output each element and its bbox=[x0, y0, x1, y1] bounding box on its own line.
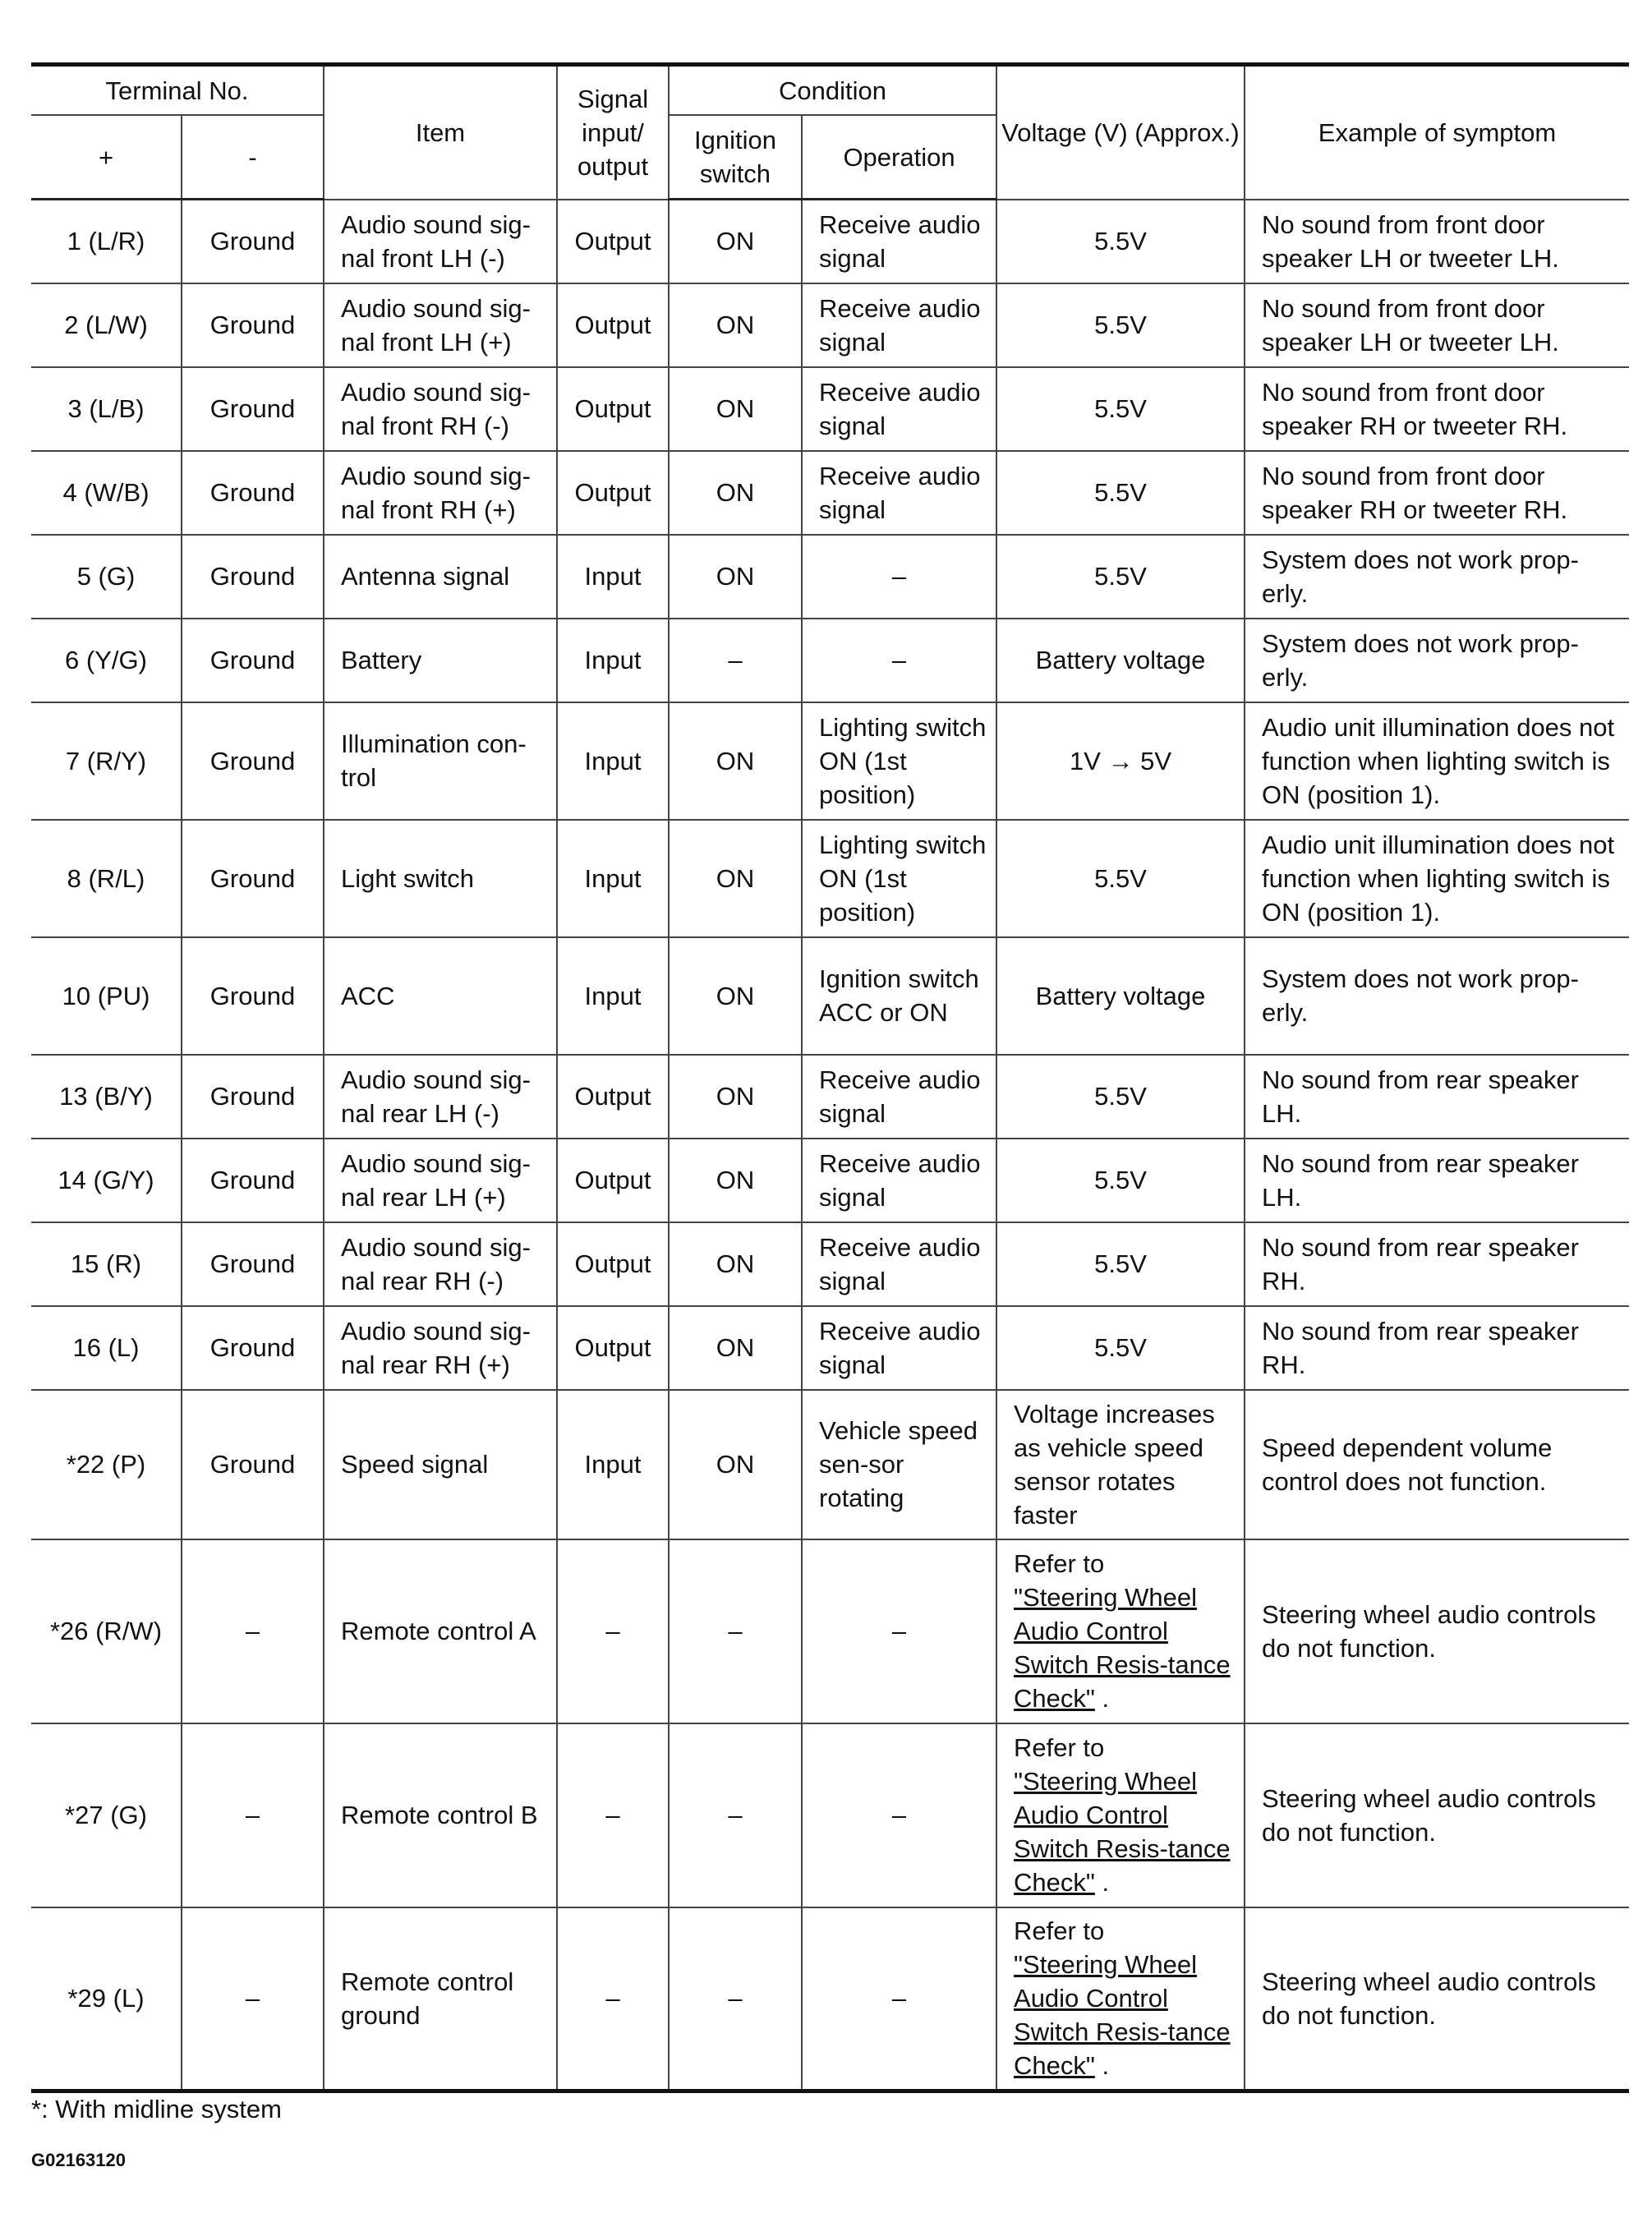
cell-plus: 4 (W/B) bbox=[31, 451, 182, 535]
cell-signal: Input bbox=[557, 535, 669, 619]
cell-minus: Ground bbox=[182, 367, 324, 451]
cell-plus: 5 (G) bbox=[31, 535, 182, 619]
voltage-refer-suffix: . bbox=[1102, 1868, 1110, 1897]
cell-signal: Input bbox=[557, 1390, 669, 1539]
cell-voltage: Battery voltage bbox=[996, 619, 1245, 702]
voltage-refer-prefix: Refer to bbox=[1014, 1733, 1105, 1762]
cell-operation: Receive audio signal bbox=[802, 200, 996, 283]
cell-ignition: ON bbox=[669, 367, 802, 451]
cell-operation: – bbox=[802, 619, 996, 702]
table-row bbox=[31, 367, 1629, 451]
cell-item: Audio sound sig-nal front LH (+) bbox=[324, 283, 557, 367]
cell-item: Audio sound sig-nal rear RH (-) bbox=[324, 1222, 557, 1306]
cell-operation: – bbox=[802, 1723, 996, 1907]
cell-minus: Ground bbox=[182, 1055, 324, 1139]
cell-symptom: Steering wheel audio controls do not function. bbox=[1245, 1907, 1629, 2091]
table-row bbox=[31, 1139, 1629, 1222]
header-voltage: Voltage (V) (Approx.) bbox=[996, 65, 1245, 200]
header-condition: Condition bbox=[669, 65, 996, 116]
resistance-check-link[interactable]: "Steering Wheel Audio Control Switch Resis-tance Check" bbox=[1014, 1767, 1231, 1897]
cell-signal: Input bbox=[557, 702, 669, 820]
table-row bbox=[31, 1907, 1629, 2091]
cell-operation: Receive audio signal bbox=[802, 1139, 996, 1222]
cell-symptom: No sound from front door speaker LH or tweeter LH. bbox=[1245, 200, 1629, 283]
cell-symptom: No sound from front door speaker RH or tweeter RH. bbox=[1245, 451, 1629, 535]
cell-operation: Receive audio signal bbox=[802, 367, 996, 451]
cell-symptom: No sound from rear speaker LH. bbox=[1245, 1139, 1629, 1222]
cell-ignition: ON bbox=[669, 535, 802, 619]
cell-voltage bbox=[996, 1907, 1245, 2091]
cell-item: Remote control B bbox=[324, 1723, 557, 1907]
cell-item: Audio sound sig-nal front RH (-) bbox=[324, 367, 557, 451]
cell-voltage bbox=[996, 1723, 1245, 1907]
cell-minus: – bbox=[182, 1723, 324, 1907]
cell-signal: Output bbox=[557, 367, 669, 451]
cell-minus: Ground bbox=[182, 702, 324, 820]
table-row bbox=[31, 535, 1629, 619]
terminal-table bbox=[31, 62, 1629, 2093]
cell-operation: Receive audio signal bbox=[802, 283, 996, 367]
cell-operation: Lighting switch ON (1st position) bbox=[802, 820, 996, 937]
cell-minus: – bbox=[182, 1539, 324, 1723]
terminal-table-sheet bbox=[31, 62, 1629, 2093]
footnote: *: With midline system bbox=[31, 2095, 282, 2123]
cell-plus: 2 (L/W) bbox=[31, 283, 182, 367]
cell-ignition: – bbox=[669, 1539, 802, 1723]
table-row bbox=[31, 1723, 1629, 1907]
cell-minus: Ground bbox=[182, 1222, 324, 1306]
cell-operation: Vehicle speed sen-sor rotating bbox=[802, 1390, 996, 1539]
cell-symptom: No sound from front door speaker LH or tweeter LH. bbox=[1245, 283, 1629, 367]
cell-signal: Output bbox=[557, 1306, 669, 1390]
cell-item: Battery bbox=[324, 619, 557, 702]
cell-item: Audio sound sig-nal rear LH (-) bbox=[324, 1055, 557, 1139]
table-body bbox=[31, 200, 1629, 2091]
cell-plus: *22 (P) bbox=[31, 1390, 182, 1539]
cell-item: Remote control A bbox=[324, 1539, 557, 1723]
cell-item: Audio sound sig-nal rear RH (+) bbox=[324, 1306, 557, 1390]
cell-plus: 1 (L/R) bbox=[31, 200, 182, 283]
cell-minus: Ground bbox=[182, 619, 324, 702]
cell-voltage: Battery voltage bbox=[996, 937, 1245, 1055]
resistance-check-link[interactable]: "Steering Wheel Audio Control Switch Resis-tance Check" bbox=[1014, 1583, 1231, 1713]
table-row bbox=[31, 1055, 1629, 1139]
cell-operation: – bbox=[802, 1907, 996, 2091]
cell-symptom: No sound from rear speaker LH. bbox=[1245, 1055, 1629, 1139]
cell-minus: Ground bbox=[182, 1306, 324, 1390]
table-row bbox=[31, 200, 1629, 283]
cell-signal: Output bbox=[557, 200, 669, 283]
cell-item: Audio sound sig-nal rear LH (+) bbox=[324, 1139, 557, 1222]
voltage-refer-suffix: . bbox=[1102, 1684, 1110, 1713]
table-row bbox=[31, 451, 1629, 535]
cell-item: Audio sound sig-nal front RH (+) bbox=[324, 451, 557, 535]
table-row bbox=[31, 702, 1629, 820]
cell-operation: Receive audio signal bbox=[802, 451, 996, 535]
cell-voltage: 5.5V bbox=[996, 820, 1245, 937]
cell-ignition: – bbox=[669, 619, 802, 702]
cell-minus: Ground bbox=[182, 1390, 324, 1539]
cell-plus: 13 (B/Y) bbox=[31, 1055, 182, 1139]
cell-operation: Receive audio signal bbox=[802, 1055, 996, 1139]
cell-plus: 7 (R/Y) bbox=[31, 702, 182, 820]
cell-signal: Output bbox=[557, 1139, 669, 1222]
cell-signal: – bbox=[557, 1723, 669, 1907]
cell-symptom: No sound from rear speaker RH. bbox=[1245, 1222, 1629, 1306]
header-ignition-switch: Ignition switch bbox=[669, 115, 802, 200]
cell-item: Illumination con-trol bbox=[324, 702, 557, 820]
cell-ignition: ON bbox=[669, 1222, 802, 1306]
header-terminal-no: Terminal No. bbox=[31, 65, 324, 116]
cell-voltage: 5.5V bbox=[996, 451, 1245, 535]
cell-signal: Output bbox=[557, 1055, 669, 1139]
cell-signal: Output bbox=[557, 1222, 669, 1306]
header-signal: Signal input/ output bbox=[557, 65, 669, 200]
cell-item: Remote control ground bbox=[324, 1907, 557, 2091]
cell-ignition: ON bbox=[669, 820, 802, 937]
cell-plus: 15 (R) bbox=[31, 1222, 182, 1306]
table-row bbox=[31, 820, 1629, 937]
cell-ignition: ON bbox=[669, 702, 802, 820]
cell-ignition: – bbox=[669, 1723, 802, 1907]
cell-ignition: – bbox=[669, 1907, 802, 2091]
cell-item: ACC bbox=[324, 937, 557, 1055]
cell-ignition: ON bbox=[669, 1306, 802, 1390]
cell-ignition: ON bbox=[669, 1139, 802, 1222]
cell-minus: – bbox=[182, 1907, 324, 2091]
cell-symptom: Speed dependent volume control does not function. bbox=[1245, 1390, 1629, 1539]
cell-ignition: ON bbox=[669, 1390, 802, 1539]
cell-voltage: 5.5V bbox=[996, 367, 1245, 451]
cell-voltage: 5.5V bbox=[996, 1222, 1245, 1306]
cell-voltage: 5.5V bbox=[996, 1139, 1245, 1222]
cell-operation: Receive audio signal bbox=[802, 1222, 996, 1306]
header-plus: + bbox=[31, 115, 182, 200]
cell-plus: 8 (R/L) bbox=[31, 820, 182, 937]
cell-plus: *26 (R/W) bbox=[31, 1539, 182, 1723]
cell-voltage: Voltage increases as vehicle speed sensor rotates faster bbox=[996, 1390, 1245, 1539]
cell-signal: Output bbox=[557, 283, 669, 367]
cell-symptom: System does not work prop-erly. bbox=[1245, 619, 1629, 702]
table-header bbox=[31, 65, 1629, 200]
cell-minus: Ground bbox=[182, 535, 324, 619]
figure-code: G02163120 bbox=[31, 2150, 126, 2170]
table-row bbox=[31, 619, 1629, 702]
cell-voltage: 5.5V bbox=[996, 200, 1245, 283]
cell-symptom: Steering wheel audio controls do not function. bbox=[1245, 1723, 1629, 1907]
cell-symptom: No sound from rear speaker RH. bbox=[1245, 1306, 1629, 1390]
cell-voltage: 1V → 5V bbox=[996, 702, 1245, 820]
resistance-check-link[interactable]: "Steering Wheel Audio Control Switch Resis-tance Check" bbox=[1014, 1950, 1231, 2081]
cell-plus: 16 (L) bbox=[31, 1306, 182, 1390]
cell-voltage: 5.5V bbox=[996, 535, 1245, 619]
cell-minus: Ground bbox=[182, 937, 324, 1055]
header-symptom: Example of symptom bbox=[1245, 65, 1629, 200]
cell-voltage: 5.5V bbox=[996, 283, 1245, 367]
cell-symptom: System does not work prop-erly. bbox=[1245, 937, 1629, 1055]
cell-minus: Ground bbox=[182, 1139, 324, 1222]
table-row bbox=[31, 283, 1629, 367]
cell-operation: Lighting switch ON (1st position) bbox=[802, 702, 996, 820]
table-row bbox=[31, 1390, 1629, 1539]
cell-operation: Receive audio signal bbox=[802, 1306, 996, 1390]
cell-minus: Ground bbox=[182, 283, 324, 367]
cell-item: Light switch bbox=[324, 820, 557, 937]
header-minus: - bbox=[182, 115, 324, 200]
cell-symptom: Audio unit illumination does not function when lighting switch is ON (position 1). bbox=[1245, 820, 1629, 937]
cell-signal: Input bbox=[557, 619, 669, 702]
table-row bbox=[31, 937, 1629, 1055]
cell-voltage bbox=[996, 1539, 1245, 1723]
cell-signal: Output bbox=[557, 451, 669, 535]
cell-plus: *27 (G) bbox=[31, 1723, 182, 1907]
cell-item: Audio sound sig-nal front LH (-) bbox=[324, 200, 557, 283]
voltage-refer-prefix: Refer to bbox=[1014, 1549, 1105, 1578]
cell-voltage: 5.5V bbox=[996, 1055, 1245, 1139]
cell-plus: 6 (Y/G) bbox=[31, 619, 182, 702]
cell-minus: Ground bbox=[182, 451, 324, 535]
cell-plus: 14 (G/Y) bbox=[31, 1139, 182, 1222]
cell-operation: – bbox=[802, 1539, 996, 1723]
cell-ignition: ON bbox=[669, 1055, 802, 1139]
cell-symptom: Audio unit illumination does not function when lighting switch is ON (position 1). bbox=[1245, 702, 1629, 820]
table-row bbox=[31, 1539, 1629, 1723]
cell-symptom: Steering wheel audio controls do not function. bbox=[1245, 1539, 1629, 1723]
voltage-refer-prefix: Refer to bbox=[1014, 1916, 1105, 1946]
cell-item: Antenna signal bbox=[324, 535, 557, 619]
header-item: Item bbox=[324, 65, 557, 200]
cell-item: Speed signal bbox=[324, 1390, 557, 1539]
table-row bbox=[31, 1222, 1629, 1306]
cell-plus: *29 (L) bbox=[31, 1907, 182, 2091]
cell-symptom: No sound from front door speaker RH or tweeter RH. bbox=[1245, 367, 1629, 451]
cell-operation: Ignition switch ACC or ON bbox=[802, 937, 996, 1055]
table-row bbox=[31, 1306, 1629, 1390]
header-operation: Operation bbox=[802, 115, 996, 200]
cell-ignition: ON bbox=[669, 937, 802, 1055]
cell-symptom: System does not work prop-erly. bbox=[1245, 535, 1629, 619]
cell-ignition: ON bbox=[669, 200, 802, 283]
voltage-refer-suffix: . bbox=[1102, 2051, 1110, 2081]
cell-ignition: ON bbox=[669, 283, 802, 367]
cell-plus: 10 (PU) bbox=[31, 937, 182, 1055]
cell-operation: – bbox=[802, 535, 996, 619]
cell-signal: Input bbox=[557, 820, 669, 937]
cell-minus: Ground bbox=[182, 820, 324, 937]
cell-voltage: 5.5V bbox=[996, 1306, 1245, 1390]
cell-signal: Input bbox=[557, 937, 669, 1055]
cell-signal: – bbox=[557, 1539, 669, 1723]
cell-ignition: ON bbox=[669, 451, 802, 535]
cell-signal: – bbox=[557, 1907, 669, 2091]
cell-plus: 3 (L/B) bbox=[31, 367, 182, 451]
cell-minus: Ground bbox=[182, 200, 324, 283]
